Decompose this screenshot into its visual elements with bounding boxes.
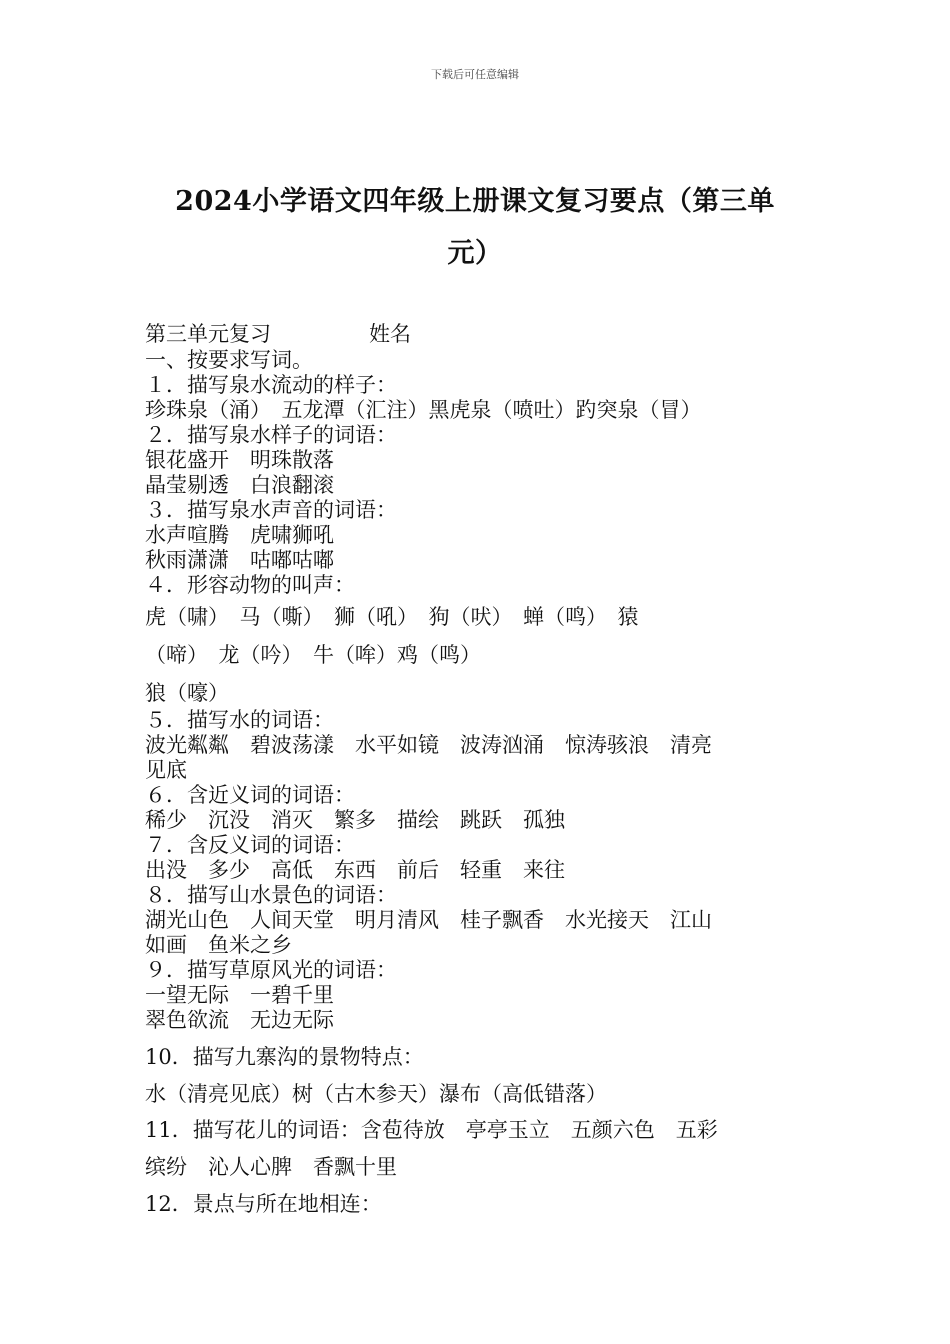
question-6: ６．含近义词的词语： [145,783,355,807]
section-heading: 一、按要求写词。 [145,348,313,372]
answer-8-line-2: 如画 鱼米之乡 [145,933,292,957]
answer-4-line-3: 狼（嚎） [145,681,229,705]
answer-9-line-2: 翠色欲流 无边无际 [145,1008,334,1032]
question-8: ８．描写山水景色的词语： [145,883,397,907]
question-3: ３．描写泉水声音的词语： [145,498,397,522]
intro-label: 第三单元复习 [145,322,271,346]
answer-5-line-2: 见底 [145,758,187,782]
intro-line [145,320,810,348]
answer-10: 水（清亮见底）树（古木参天）瀑布（高低错落） [145,1082,607,1106]
document-title [150,176,800,280]
answer-4-line-1: 虎（啸） 马（嘶） 狮（吼） 狗（吠） 蝉（鸣） 猿 [145,605,639,629]
question-9: ９．描写草原风光的词语： [145,958,397,982]
question-2: ２．描写泉水样子的词语： [145,423,397,447]
question-1: １．描写泉水流动的样子： [145,373,397,397]
answer-6: 稀少 沉没 消灭 繁多 描绘 跳跃 孤独 [145,808,565,832]
question-12: 12．景点与所在地相连： [145,1192,382,1216]
answer-2-line-2: 晶莹剔透 白浪翻滚 [145,473,334,497]
document-body [145,320,810,1223]
answer-5-line-1: 波光粼粼 碧波荡漾 水平如镜 波涛汹涌 惊涛骇浪 清亮 [145,733,712,757]
title-line-1: 2024小学语文四年级上册课文复习要点（第三单 [175,186,775,217]
question-7: ７．含反义词的词语： [145,833,355,857]
answer-3-line-1: 水声喧腾 虎啸狮吼 [145,523,334,547]
answer-4-line-2: （啼） 龙（吟） 牛（哞）鸡（鸣） [145,643,481,667]
question-5: ５．描写水的词语： [145,708,334,732]
answer-9-line-1: 一望无际 一碧千里 [145,983,334,1007]
question-11-line-1: 11．描写花儿的词语：含苞待放 亭亭玉立 五颜六色 五彩 [145,1118,718,1142]
name-field-label: 姓名 [369,322,411,346]
question-4: ４．形容动物的叫声： [145,573,355,597]
answer-8-line-1: 湖光山色 人间天堂 明月清风 桂子飘香 水光接天 江山 [145,908,712,932]
question-11-line-2: 缤纷 沁人心脾 香飘十里 [145,1155,397,1179]
page-header: 下载后可任意编辑 [431,68,519,81]
question-10: 10．描写九寨沟的景物特点： [145,1045,424,1069]
answer-7: 出没 多少 高低 东西 前后 轻重 来往 [145,858,565,882]
answer-2-line-1: 银花盛开 明珠散落 [145,448,334,472]
answer-3-line-2: 秋雨潇潇 咕嘟咕嘟 [145,548,334,572]
title-line-2: 元） [447,238,503,269]
answer-1: 珍珠泉（涌） 五龙潭（汇注）黑虎泉（喷吐）趵突泉（冒） [145,398,702,422]
